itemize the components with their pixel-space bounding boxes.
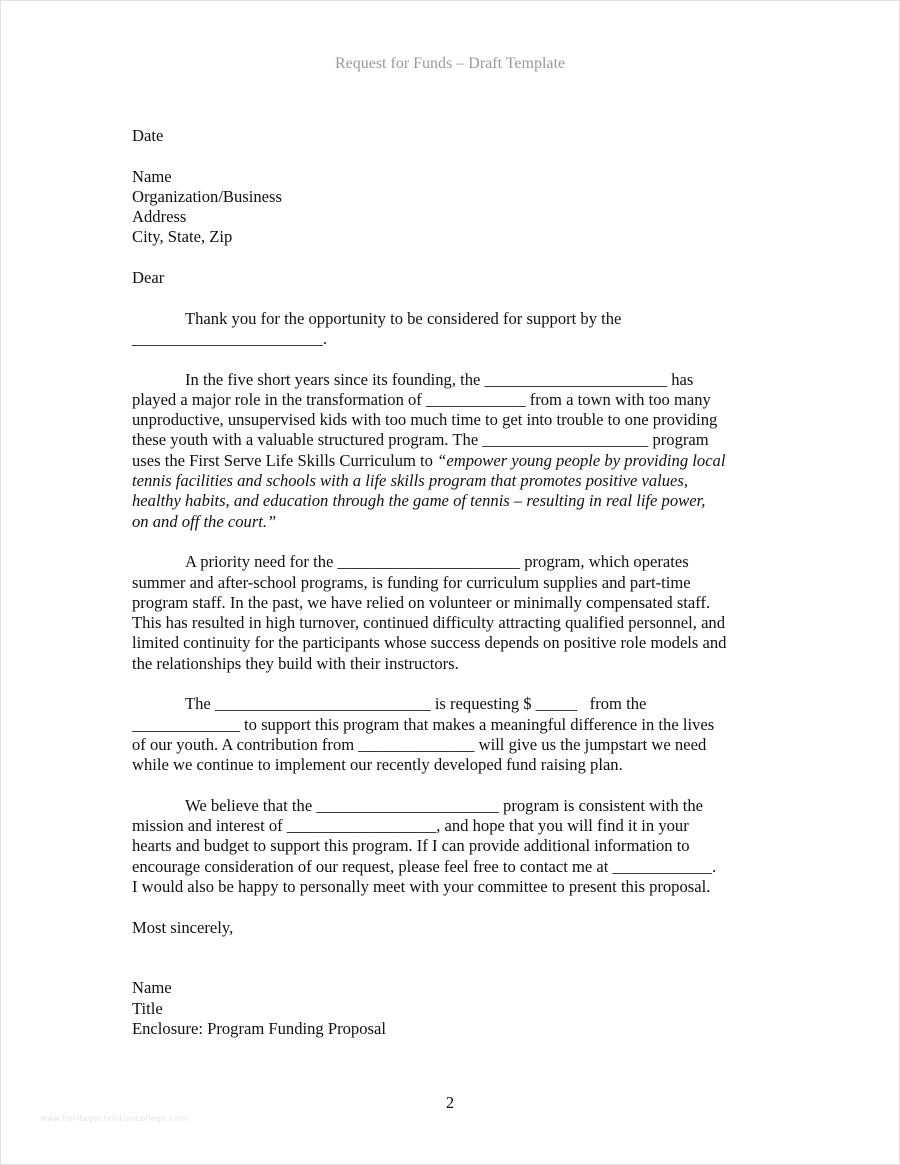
paragraph-line: uses the First Serve Life Skills Curriculum to [132,450,438,470]
paragraph-history [132,370,772,532]
paragraph-line: played a major role in the transformation of ____________ from a town with too many [132,389,711,409]
salutation: Dear [132,268,165,288]
date-line: Date [132,126,164,145]
letter-body [132,126,772,1039]
page-number: 2 [445,1093,455,1112]
paragraph-line: This has resulted in high turnover, continued difficulty attracting qualified personnel, and [132,613,726,633]
address-name: Name [132,166,172,186]
mission-quote: on and off the court.” [132,511,277,531]
watermark: www.heritagechristiancollege.com [40,1114,188,1123]
paragraph-line: I would also be happy to personally meet with your committee to present this proposal. [132,876,711,896]
paragraph-line: these youth with a valuable structured program. The ____________________ program [132,430,709,450]
paragraph-line: limited continuity for the participants whose success depends on positive role models and [132,633,727,653]
paragraph-line: In the five short years since its founding, the ______________________ has [185,369,694,389]
paragraph-line: unproductive, unsupervised kids with too much time to get into trouble to one providing [132,410,718,430]
mission-quote: healthy habits, and education through the game of tennis – resulting in real life power, [132,491,706,511]
signature-title: Title [132,998,163,1018]
paragraph-line: of our youth. A contribution from ______________ will give us the jumpstart we need [132,734,707,754]
recipient-address [132,167,772,248]
paragraph-line: A priority need for the ______________________ program, which operates [185,552,689,572]
paragraph-request [132,694,772,775]
closing: Most sincerely, [132,917,234,937]
paragraph-thanks [132,309,772,350]
paragraph-line: program staff. In the past, we have relied on volunteer or minimally compensated staff. [132,592,711,612]
address-organization: Organization/Business [132,186,282,206]
paragraph-line: while we continue to implement our recently developed fund raising plan. [132,755,623,775]
enclosure-note: Enclosure: Program Funding Proposal [132,1019,386,1039]
mission-quote: tennis facilities and schools with a life skills program that promotes positive values, [132,471,689,491]
paragraph-line: _______________________. [132,328,327,348]
paragraph-need [132,552,772,674]
paragraph-line: _____________ to support this program that makes a meaningful difference in the lives [132,714,715,734]
paragraph-line: Thank you for the opportunity to be considered for support by the [185,308,622,328]
signature-block [132,978,772,1039]
page-header: Request for Funds – Draft Template [334,55,566,72]
paragraph-closing [132,796,772,897]
paragraph-line: hearts and budget to support this program. If I can provide additional information to [132,836,690,856]
paragraph-line: the relationships they build with their instructors. [132,653,459,673]
address-street: Address [132,207,187,227]
paragraph-line: The __________________________ is requesting $ _____ from the [185,694,647,714]
paragraph-line: mission and interest of __________________, and hope that you will find it in your [132,816,689,836]
address-city-state-zip: City, State, Zip [132,227,233,247]
signature-name: Name [132,978,172,998]
paragraph-line: encourage consideration of our request, please feel free to contact me at ____________. [132,856,717,876]
paragraph-line: We believe that the ______________________ program is consistent with the [185,795,704,815]
mission-quote: “empower young people by providing local [437,450,726,470]
paragraph-line: summer and after-school programs, is funding for curriculum supplies and part-time [132,572,691,592]
